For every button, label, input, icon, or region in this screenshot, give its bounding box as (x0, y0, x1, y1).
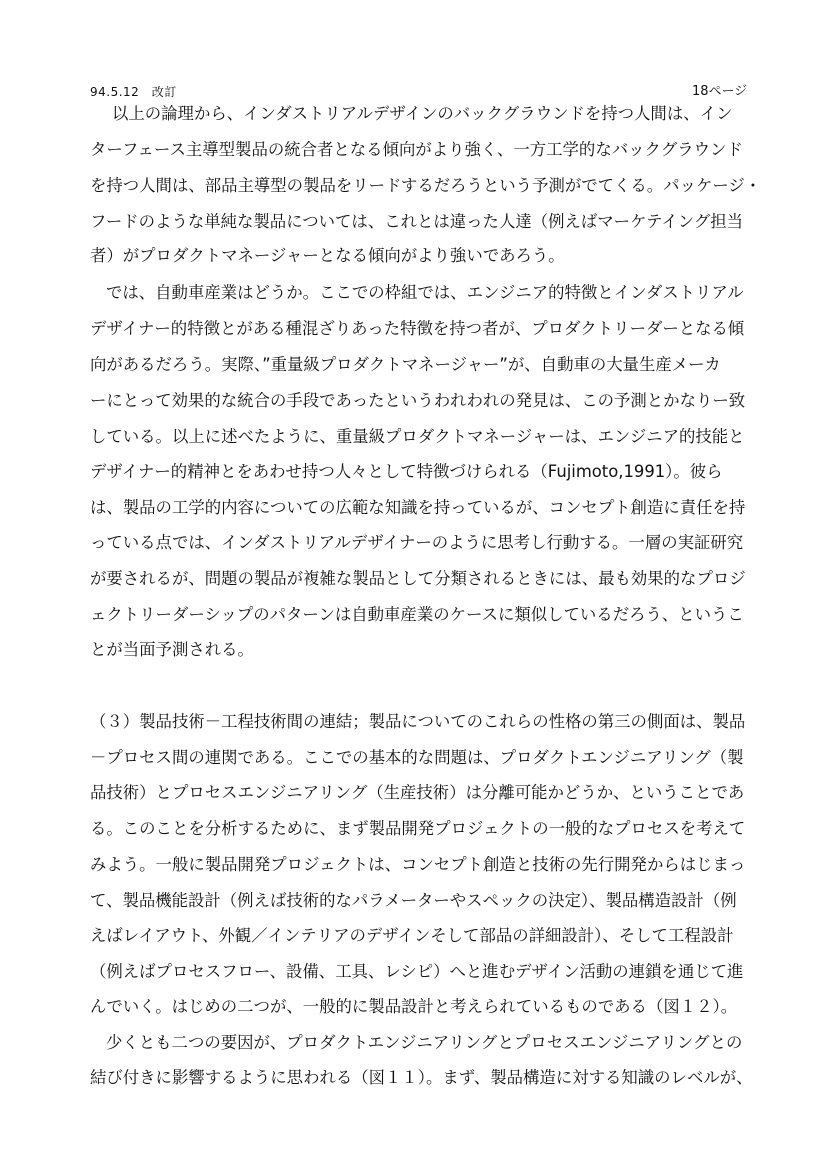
text-line: （例えばプロセスフロー、設備、工具、レシピ）へと進むデザイン活動の連鎖を通じて進 (90, 962, 744, 981)
text-line: デザイナー的精神とをあわせ持つ人々として特徴づけられる（Fujimoto,1991）。彼ら (90, 462, 723, 481)
text-line: ターフェース主導型製品の統合者となる傾向がより強く、一方工学的なバックグラウンド (90, 140, 743, 159)
text-line: て、製品機能設計（例えば技術的なパラメーターやスペックの決定）、製品構造設計（例 (90, 891, 737, 910)
text-line: している。以上に述べたように、重量級プロダクトマネージャーは、エンジニア的技能と (90, 427, 745, 446)
text-line: が要されるが、問題の製品が複雑な製品として分類されるときには、最も効果的なプロジ (90, 569, 746, 588)
text-line: 品技術）とプロセスエンジニアリング（生産技術）は分離可能かどうか、ということであ (90, 783, 745, 802)
text-line: ーにとって効果的な統合の手段であったというわれわれの発見は、この予測とかなりー致 (90, 391, 746, 410)
text-line: ェクトリーダーシップのパターンは自動車産業のケースに類似しているだろう、というこ (90, 605, 744, 624)
text-line: を持つ人間は、部品主導型の製品をリードするだろうという予測がでてくる。パッケージ・ (90, 176, 762, 195)
text-line: デザイナー的特徴とがある種混ざりあった特徴を持つ者が、プロダクトリーダーとなる傾 (90, 319, 745, 338)
section-heading-line: （３）製品技術－工程技術間の連結；製品についてのこれらの性格の第三の側面は、製品 (90, 712, 746, 731)
text-line: 結び付きに影響するように思われる（図１１）。まず、製品構造に対する知識のレベルが、 (90, 1068, 753, 1087)
revision-date: 94.5.12 改訂 (90, 85, 177, 99)
text-line: る。このことを分析するために、まず製品開発プロジェクトの一般的なプロセスを考えて (90, 819, 746, 838)
text-line: 以上の論理から、インダストリアルデザインのバックグラウンドを持つ人間は、イン (112, 104, 733, 123)
text-line: んでいく。はじめの二つが、一般的に製品設計と考えられているものである（図１２）。 (90, 997, 738, 1016)
text-line: 者）がプロダクトマネージャーとなる傾向がより強いであろう。 (90, 246, 565, 265)
text-line: 少くとも二つの要因が、プロダクトエンジニアリングとプロセスエンジニアリングとの (106, 1033, 743, 1052)
text-line: は、製品の工学的内容についての広範な知識を持っているが、コンセプト創造に責任を持 (90, 498, 746, 517)
text-line: 向があるだろう。実際、”重量級プロダクトマネージャー”が、自動車の大量生産メーカ (90, 355, 721, 374)
text-line: みよう。一般に製品開発プロジェクトは、コンセプト創造と技術の先行開発からはじまっ (90, 855, 746, 874)
text-line: えばレイアウト、外観／インテリアのデザインそして部品の詳細設計）、そして工程設計 (90, 926, 734, 945)
page-number: 18ページ (692, 84, 748, 99)
text-line: －プロセス間の連関である。ここでの基本的な問題は、プロダクトエンジニアリング（製 (90, 748, 744, 767)
text-line: では、自動車産業はどうか。ここでの枠組では、エンジニア的特徴とインダストリアル (106, 283, 744, 302)
text-line: っている点では、インダストリアルデザイナーのように思考し行動する。一層の実証研究 (90, 533, 744, 552)
text-line: フードのような単純な製品については、これとは違った人達（例えばマーケテイング担当 (90, 212, 743, 231)
text-line: とが当面予測される。 (90, 640, 254, 659)
